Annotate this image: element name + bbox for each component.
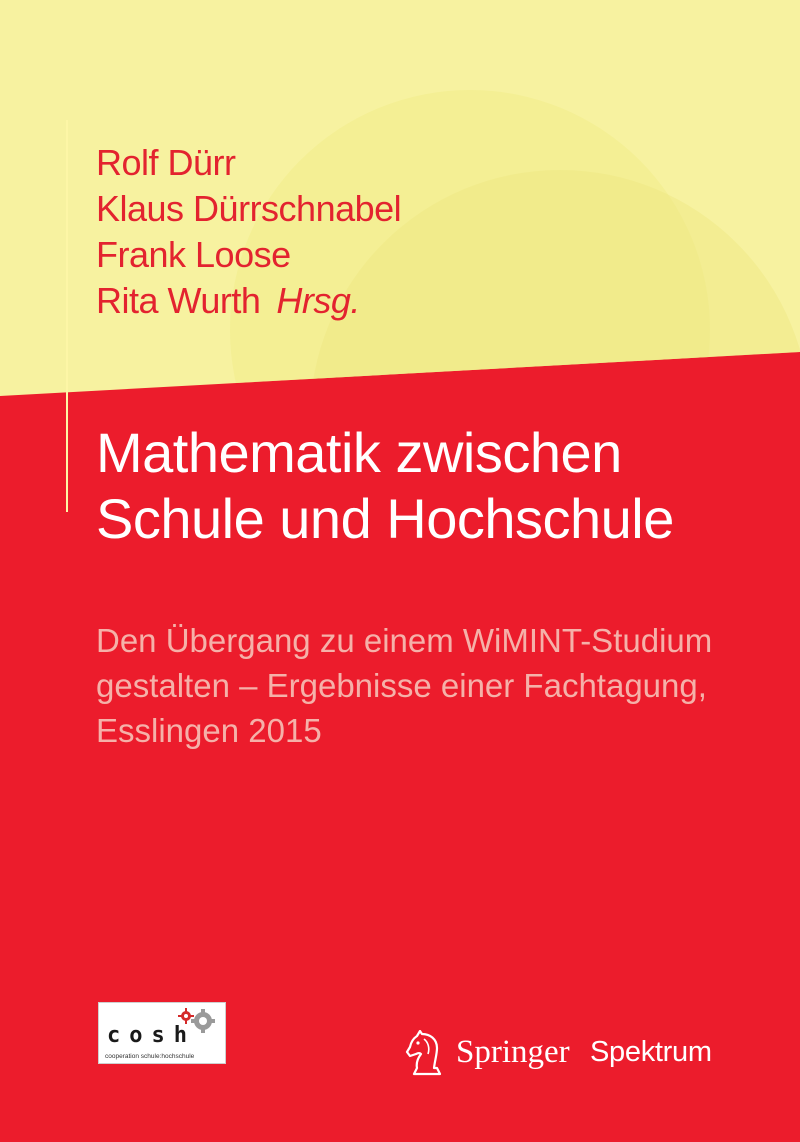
author-name: Frank Loose bbox=[96, 234, 291, 275]
author-name: Rita Wurth bbox=[96, 280, 261, 321]
publisher-imprint: Spektrum bbox=[590, 1036, 712, 1068]
author-name: Klaus Dürrschnabel bbox=[96, 188, 402, 229]
editor-label: Hrsg. bbox=[276, 280, 360, 321]
cosh-wordmark: cosh bbox=[107, 1023, 196, 1048]
publisher-name: Springer bbox=[456, 1034, 570, 1070]
book-title bbox=[96, 420, 786, 552]
title-line: Schule und Hochschule bbox=[96, 487, 674, 550]
book-subtitle bbox=[96, 618, 786, 753]
title-line: Mathematik zwischen bbox=[96, 421, 622, 484]
cosh-tagline: cooperation schule:hochschule bbox=[105, 1053, 195, 1060]
cosh-logo bbox=[98, 1002, 226, 1064]
chess-knight-icon bbox=[404, 1030, 450, 1078]
accent-vertical-line bbox=[66, 120, 68, 512]
subtitle-line: Den Übergang zu einem WiMINT-Studium bbox=[96, 622, 713, 659]
subtitle-line: gestalten – Ergebnisse einer Fachtagung, bbox=[96, 667, 707, 704]
author-name: Rolf Dürr bbox=[96, 142, 236, 183]
subtitle-line: Esslingen 2015 bbox=[96, 712, 322, 749]
author-list bbox=[96, 140, 401, 324]
author-last bbox=[96, 278, 401, 324]
